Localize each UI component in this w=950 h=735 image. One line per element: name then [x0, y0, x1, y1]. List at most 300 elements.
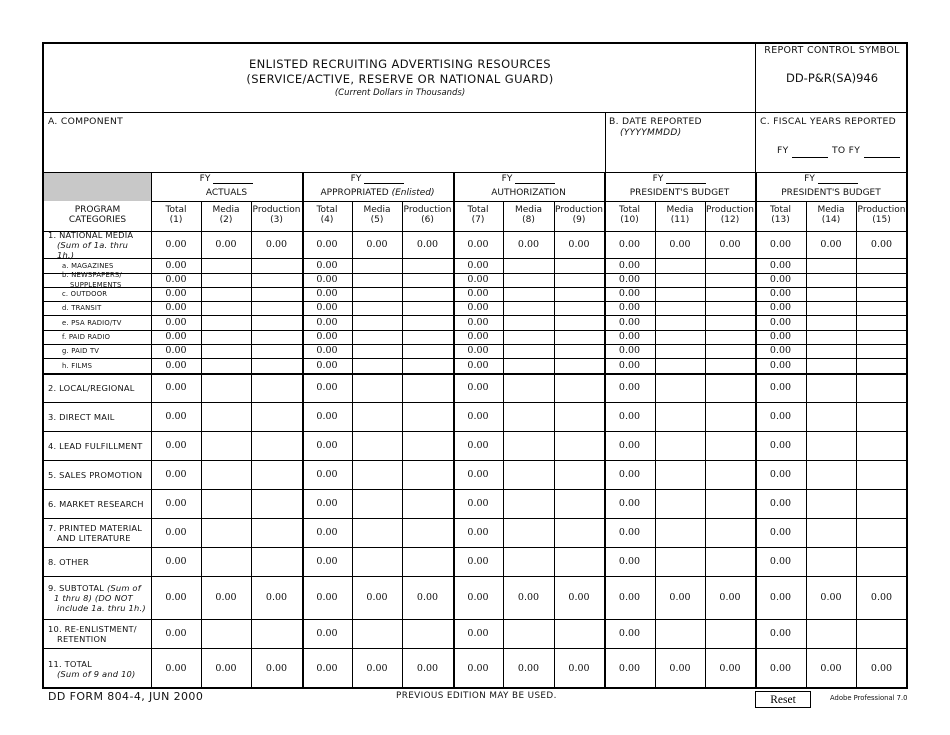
value-cell[interactable]: [403, 287, 452, 301]
value-cell[interactable]: [252, 373, 301, 402]
value-cell[interactable]: [857, 315, 906, 330]
value-cell[interactable]: 0.00: [467, 260, 489, 271]
value-cell[interactable]: [202, 287, 250, 301]
value-cell[interactable]: [353, 287, 401, 301]
value-cell[interactable]: [807, 402, 855, 431]
value-cell[interactable]: 0.00: [316, 274, 338, 285]
value-cell[interactable]: 0.00: [568, 663, 590, 674]
value-cell[interactable]: [403, 373, 452, 402]
value-cell[interactable]: [403, 431, 452, 460]
value-cell[interactable]: 0.00: [618, 469, 641, 480]
value-cell[interactable]: [202, 518, 250, 547]
value-cell[interactable]: [555, 547, 603, 576]
group-fy-input[interactable]: [213, 183, 253, 184]
value-cell[interactable]: [656, 402, 704, 431]
value-cell[interactable]: [656, 358, 704, 373]
value-cell[interactable]: 0.00: [265, 592, 288, 603]
value-cell[interactable]: [202, 358, 250, 373]
value-cell[interactable]: 0.00: [618, 440, 641, 451]
value-cell[interactable]: [706, 358, 754, 373]
value-cell[interactable]: [504, 402, 553, 431]
value-cell[interactable]: [504, 287, 553, 301]
value-cell[interactable]: 0.00: [517, 663, 540, 674]
value-cell[interactable]: 0.00: [618, 317, 641, 328]
value-cell[interactable]: 0.00: [618, 345, 641, 356]
value-cell[interactable]: 0.00: [467, 592, 489, 603]
value-cell[interactable]: [353, 518, 401, 547]
value-cell[interactable]: [555, 460, 603, 489]
value-cell[interactable]: [403, 518, 452, 547]
value-cell[interactable]: [504, 373, 553, 402]
value-cell[interactable]: 0.00: [719, 239, 741, 250]
value-cell[interactable]: [353, 258, 401, 273]
value-cell[interactable]: 0.00: [769, 382, 792, 393]
value-cell[interactable]: [504, 315, 553, 330]
value-cell[interactable]: 0.00: [316, 288, 338, 299]
value-cell[interactable]: 0.00: [165, 527, 187, 538]
value-cell[interactable]: 0.00: [165, 628, 187, 639]
value-cell[interactable]: 0.00: [568, 239, 590, 250]
value-cell[interactable]: 0.00: [467, 382, 489, 393]
value-cell[interactable]: [656, 344, 704, 358]
group-fy-input[interactable]: [515, 183, 555, 184]
value-cell[interactable]: 0.00: [165, 411, 187, 422]
value-cell[interactable]: 0.00: [467, 411, 489, 422]
value-cell[interactable]: 0.00: [618, 260, 641, 271]
value-cell[interactable]: 0.00: [618, 556, 641, 567]
value-cell[interactable]: [353, 301, 401, 315]
value-cell[interactable]: 0.00: [316, 628, 338, 639]
value-cell[interactable]: 0.00: [165, 663, 187, 674]
value-cell[interactable]: [706, 301, 754, 315]
value-cell[interactable]: [706, 315, 754, 330]
value-cell[interactable]: 0.00: [265, 663, 288, 674]
value-cell[interactable]: [555, 330, 603, 344]
value-cell[interactable]: 0.00: [416, 592, 439, 603]
value-cell[interactable]: [504, 547, 553, 576]
value-cell[interactable]: [353, 330, 401, 344]
value-cell[interactable]: [857, 619, 906, 648]
value-cell[interactable]: [252, 460, 301, 489]
value-cell[interactable]: 0.00: [618, 527, 641, 538]
value-cell[interactable]: [252, 287, 301, 301]
value-cell[interactable]: [504, 273, 553, 287]
value-cell[interactable]: 0.00: [820, 239, 842, 250]
value-cell[interactable]: 0.00: [467, 317, 489, 328]
value-cell[interactable]: [252, 619, 301, 648]
value-cell[interactable]: [504, 431, 553, 460]
value-cell[interactable]: [555, 258, 603, 273]
value-cell[interactable]: [403, 330, 452, 344]
value-cell[interactable]: 0.00: [316, 440, 338, 451]
value-cell[interactable]: [807, 460, 855, 489]
value-cell[interactable]: 0.00: [416, 239, 439, 250]
value-cell[interactable]: [807, 315, 855, 330]
value-cell[interactable]: 0.00: [316, 302, 338, 313]
value-cell[interactable]: [202, 330, 250, 344]
value-cell[interactable]: 0.00: [165, 440, 187, 451]
value-cell[interactable]: 0.00: [618, 628, 641, 639]
value-cell[interactable]: [202, 315, 250, 330]
value-cell[interactable]: [252, 330, 301, 344]
value-cell[interactable]: 0.00: [769, 288, 792, 299]
value-cell[interactable]: 0.00: [165, 302, 187, 313]
value-cell[interactable]: [403, 258, 452, 273]
value-cell[interactable]: 0.00: [820, 663, 842, 674]
value-cell[interactable]: [353, 431, 401, 460]
value-cell[interactable]: 0.00: [769, 527, 792, 538]
value-cell[interactable]: [403, 273, 452, 287]
value-cell[interactable]: 0.00: [316, 239, 338, 250]
value-cell[interactable]: 0.00: [316, 260, 338, 271]
value-cell[interactable]: [656, 431, 704, 460]
value-cell[interactable]: 0.00: [517, 592, 540, 603]
value-cell[interactable]: [656, 315, 704, 330]
value-cell[interactable]: [252, 489, 301, 518]
value-cell[interactable]: [202, 489, 250, 518]
value-cell[interactable]: [252, 402, 301, 431]
value-cell[interactable]: 0.00: [618, 411, 641, 422]
value-cell[interactable]: [857, 518, 906, 547]
value-cell[interactable]: 0.00: [316, 498, 338, 509]
value-cell[interactable]: 0.00: [416, 663, 439, 674]
value-cell[interactable]: [353, 547, 401, 576]
value-cell[interactable]: [403, 344, 452, 358]
value-cell[interactable]: [807, 287, 855, 301]
value-cell[interactable]: 0.00: [467, 663, 489, 674]
value-cell[interactable]: 0.00: [769, 628, 792, 639]
value-cell[interactable]: [706, 489, 754, 518]
value-cell[interactable]: [706, 373, 754, 402]
group-label: APPROPRIATED (Enlisted): [320, 188, 435, 198]
value-cell[interactable]: 0.00: [719, 663, 741, 674]
value-cell[interactable]: [202, 301, 250, 315]
value-cell[interactable]: [706, 431, 754, 460]
value-cell[interactable]: [656, 273, 704, 287]
value-cell[interactable]: [403, 402, 452, 431]
value-cell[interactable]: [202, 373, 250, 402]
value-cell[interactable]: [504, 489, 553, 518]
value-cell[interactable]: 0.00: [769, 239, 792, 250]
value-cell[interactable]: [504, 460, 553, 489]
value-cell[interactable]: [706, 258, 754, 273]
date-format: (YYYYMMDD): [620, 128, 682, 138]
value-cell[interactable]: 0.00: [618, 331, 641, 342]
value-cell[interactable]: 0.00: [316, 360, 338, 371]
value-cell[interactable]: [353, 373, 401, 402]
value-cell[interactable]: [555, 287, 603, 301]
value-cell[interactable]: 0.00: [769, 592, 792, 603]
value-cell[interactable]: 0.00: [618, 274, 641, 285]
value-cell[interactable]: [252, 431, 301, 460]
component-label: A. COMPONENT: [48, 116, 124, 127]
value-cell[interactable]: [252, 518, 301, 547]
value-cell[interactable]: [504, 330, 553, 344]
value-cell[interactable]: 0.00: [165, 345, 187, 356]
value-cell[interactable]: [857, 344, 906, 358]
value-cell[interactable]: [656, 287, 704, 301]
value-cell[interactable]: 0.00: [467, 527, 489, 538]
value-cell[interactable]: [656, 489, 704, 518]
value-cell[interactable]: 0.00: [769, 411, 792, 422]
value-cell[interactable]: 0.00: [870, 239, 893, 250]
value-cell[interactable]: 0.00: [517, 239, 540, 250]
value-cell[interactable]: 0.00: [165, 317, 187, 328]
value-cell[interactable]: [807, 518, 855, 547]
value-cell[interactable]: [252, 258, 301, 273]
value-cell[interactable]: [656, 330, 704, 344]
value-cell[interactable]: 0.00: [820, 592, 842, 603]
value-cell[interactable]: [403, 315, 452, 330]
value-cell[interactable]: [555, 373, 603, 402]
value-cell[interactable]: 0.00: [769, 331, 792, 342]
value-cell[interactable]: 0.00: [870, 663, 893, 674]
value-cell[interactable]: [857, 489, 906, 518]
value-cell[interactable]: [504, 301, 553, 315]
value-cell[interactable]: 0.00: [467, 556, 489, 567]
value-cell[interactable]: 0.00: [215, 239, 237, 250]
value-cell[interactable]: [807, 358, 855, 373]
value-cell[interactable]: [555, 273, 603, 287]
value-cell[interactable]: 0.00: [467, 288, 489, 299]
value-cell[interactable]: [504, 258, 553, 273]
value-cell[interactable]: [555, 489, 603, 518]
value-cell[interactable]: 0.00: [467, 302, 489, 313]
value-cell[interactable]: 0.00: [769, 556, 792, 567]
value-cell[interactable]: 0.00: [215, 663, 237, 674]
value-cell[interactable]: [353, 344, 401, 358]
value-cell[interactable]: [353, 460, 401, 489]
value-cell[interactable]: [656, 619, 704, 648]
value-cell[interactable]: 0.00: [316, 592, 338, 603]
group-fy-input[interactable]: [364, 183, 404, 184]
value-cell[interactable]: 0.00: [467, 360, 489, 371]
value-cell[interactable]: 0.00: [669, 239, 691, 250]
value-cell[interactable]: [807, 330, 855, 344]
value-cell[interactable]: 0.00: [618, 498, 641, 509]
value-cell[interactable]: [706, 330, 754, 344]
value-cell[interactable]: 0.00: [769, 302, 792, 313]
value-cell[interactable]: [252, 547, 301, 576]
value-cell[interactable]: 0.00: [165, 469, 187, 480]
value-cell[interactable]: 0.00: [618, 592, 641, 603]
value-cell[interactable]: [504, 518, 553, 547]
value-cell[interactable]: [555, 344, 603, 358]
value-cell[interactable]: 0.00: [769, 345, 792, 356]
value-cell[interactable]: [857, 330, 906, 344]
value-cell[interactable]: [857, 547, 906, 576]
value-cell[interactable]: 0.00: [769, 498, 792, 509]
value-cell[interactable]: [807, 301, 855, 315]
value-cell[interactable]: 0.00: [467, 274, 489, 285]
value-cell[interactable]: [353, 489, 401, 518]
value-cell[interactable]: 0.00: [618, 663, 641, 674]
value-cell[interactable]: [403, 301, 452, 315]
value-cell[interactable]: [807, 273, 855, 287]
value-cell[interactable]: 0.00: [165, 274, 187, 285]
value-cell[interactable]: [252, 358, 301, 373]
value-cell[interactable]: 0.00: [568, 592, 590, 603]
value-cell[interactable]: [857, 287, 906, 301]
value-cell[interactable]: 0.00: [467, 628, 489, 639]
value-cell[interactable]: 0.00: [165, 592, 187, 603]
value-cell[interactable]: [807, 547, 855, 576]
value-cell[interactable]: [807, 344, 855, 358]
value-cell[interactable]: [656, 518, 704, 547]
value-cell[interactable]: 0.00: [165, 331, 187, 342]
value-cell[interactable]: 0.00: [165, 239, 187, 250]
value-cell[interactable]: [403, 619, 452, 648]
reset-button[interactable]: Reset: [755, 691, 811, 708]
value-cell[interactable]: 0.00: [165, 498, 187, 509]
value-cell[interactable]: 0.00: [265, 239, 288, 250]
value-cell[interactable]: 0.00: [467, 469, 489, 480]
value-cell[interactable]: [656, 258, 704, 273]
value-cell[interactable]: [706, 619, 754, 648]
value-cell[interactable]: [857, 258, 906, 273]
value-cell[interactable]: 0.00: [316, 663, 338, 674]
value-cell[interactable]: [555, 301, 603, 315]
value-cell[interactable]: [706, 273, 754, 287]
value-cell[interactable]: [857, 358, 906, 373]
value-cell[interactable]: 0.00: [316, 527, 338, 538]
value-cell[interactable]: [504, 619, 553, 648]
value-cell[interactable]: 0.00: [870, 592, 893, 603]
fy-from-input[interactable]: [792, 157, 828, 158]
value-cell[interactable]: [555, 431, 603, 460]
value-cell[interactable]: [403, 460, 452, 489]
value-cell[interactable]: [202, 547, 250, 576]
value-cell[interactable]: [353, 619, 401, 648]
value-cell[interactable]: 0.00: [467, 345, 489, 356]
value-cell[interactable]: [656, 301, 704, 315]
value-cell[interactable]: [706, 518, 754, 547]
value-cell[interactable]: [252, 315, 301, 330]
value-cell[interactable]: 0.00: [618, 239, 641, 250]
value-cell[interactable]: 0.00: [467, 498, 489, 509]
value-cell[interactable]: [353, 402, 401, 431]
value-cell[interactable]: [807, 431, 855, 460]
value-cell[interactable]: [555, 402, 603, 431]
value-cell[interactable]: [252, 344, 301, 358]
value-cell[interactable]: 0.00: [467, 331, 489, 342]
value-cell[interactable]: [252, 273, 301, 287]
value-cell[interactable]: [403, 358, 452, 373]
value-cell[interactable]: 0.00: [165, 556, 187, 567]
value-cell[interactable]: 0.00: [669, 592, 691, 603]
value-cell[interactable]: [857, 373, 906, 402]
value-cell[interactable]: [504, 358, 553, 373]
value-cell[interactable]: 0.00: [316, 382, 338, 393]
value-cell[interactable]: [706, 402, 754, 431]
value-cell[interactable]: 0.00: [669, 663, 691, 674]
value-cell[interactable]: [807, 489, 855, 518]
value-cell[interactable]: 0.00: [719, 592, 741, 603]
value-cell[interactable]: [656, 547, 704, 576]
value-cell[interactable]: [202, 344, 250, 358]
value-cell[interactable]: [706, 344, 754, 358]
value-cell[interactable]: 0.00: [618, 288, 641, 299]
value-cell[interactable]: [857, 431, 906, 460]
value-cell[interactable]: [202, 619, 250, 648]
value-cell[interactable]: 0.00: [769, 274, 792, 285]
value-cell[interactable]: 0.00: [316, 317, 338, 328]
value-cell[interactable]: [555, 518, 603, 547]
value-cell[interactable]: 0.00: [366, 663, 388, 674]
value-cell[interactable]: [504, 344, 553, 358]
value-cell[interactable]: 0.00: [316, 556, 338, 567]
value-cell[interactable]: [202, 402, 250, 431]
value-cell[interactable]: [403, 547, 452, 576]
value-cell[interactable]: 0.00: [316, 469, 338, 480]
value-cell[interactable]: [807, 373, 855, 402]
value-cell[interactable]: 0.00: [769, 317, 792, 328]
value-cell[interactable]: [555, 358, 603, 373]
group-fy-input[interactable]: [818, 183, 858, 184]
value-cell[interactable]: [403, 489, 452, 518]
value-cell[interactable]: [353, 273, 401, 287]
value-cell[interactable]: 0.00: [215, 592, 237, 603]
value-cell[interactable]: [706, 547, 754, 576]
value-cell[interactable]: 0.00: [165, 288, 187, 299]
value-cell[interactable]: 0.00: [165, 260, 187, 271]
value-cell[interactable]: 0.00: [316, 411, 338, 422]
column-header: Total (10): [618, 205, 641, 225]
value-cell[interactable]: [202, 431, 250, 460]
value-cell[interactable]: [555, 315, 603, 330]
value-cell[interactable]: 0.00: [618, 360, 641, 371]
value-cell[interactable]: 0.00: [366, 592, 388, 603]
value-cell[interactable]: [202, 460, 250, 489]
value-cell[interactable]: 0.00: [316, 345, 338, 356]
value-cell[interactable]: [807, 619, 855, 648]
fy-to-input[interactable]: [864, 157, 900, 158]
value-cell[interactable]: [656, 373, 704, 402]
value-cell[interactable]: 0.00: [467, 239, 489, 250]
value-cell[interactable]: 0.00: [316, 331, 338, 342]
value-cell[interactable]: [353, 315, 401, 330]
value-cell[interactable]: 0.00: [165, 382, 187, 393]
value-cell[interactable]: [857, 273, 906, 287]
column-header: Production (12): [706, 205, 754, 225]
value-cell[interactable]: 0.00: [769, 663, 792, 674]
group-fy-input[interactable]: [666, 183, 706, 184]
value-cell[interactable]: 0.00: [165, 360, 187, 371]
column-header: Total (13): [769, 205, 792, 225]
value-cell[interactable]: 0.00: [769, 469, 792, 480]
value-cell[interactable]: 0.00: [366, 239, 388, 250]
value-cell[interactable]: 0.00: [769, 440, 792, 451]
value-cell[interactable]: 0.00: [618, 302, 641, 313]
value-cell[interactable]: 0.00: [769, 260, 792, 271]
value-cell[interactable]: [857, 402, 906, 431]
value-cell[interactable]: [202, 258, 250, 273]
value-cell[interactable]: [706, 460, 754, 489]
value-cell[interactable]: 0.00: [769, 360, 792, 371]
value-cell[interactable]: [807, 258, 855, 273]
value-cell[interactable]: [857, 301, 906, 315]
value-cell[interactable]: 0.00: [618, 382, 641, 393]
value-cell[interactable]: [706, 287, 754, 301]
value-cell[interactable]: [353, 358, 401, 373]
value-cell[interactable]: [555, 619, 603, 648]
value-cell[interactable]: [202, 273, 250, 287]
value-cell[interactable]: 0.00: [467, 440, 489, 451]
value-cell[interactable]: [252, 301, 301, 315]
value-cell[interactable]: [656, 460, 704, 489]
value-cell[interactable]: [857, 460, 906, 489]
component-field[interactable]: [43, 112, 605, 172]
